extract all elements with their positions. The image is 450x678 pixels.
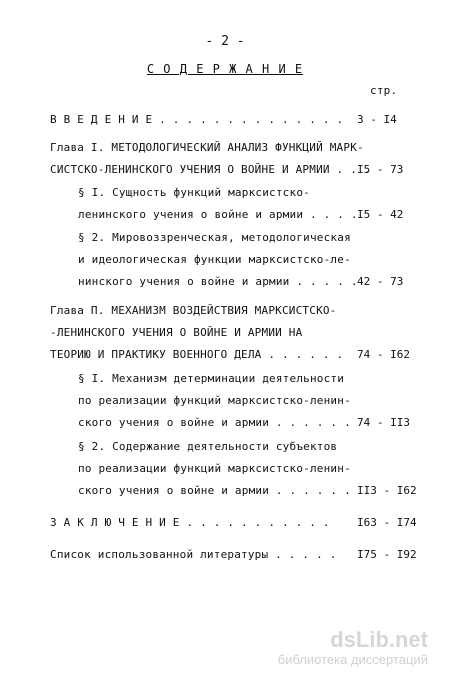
watermark — [278, 628, 428, 668]
toc-entry-conclusion: З А К Л Ю Ч Е Н И Е . . . . . . . . . . . — [50, 516, 330, 529]
page-column-label: стр. — [370, 84, 398, 97]
toc-entry-introduction: В В Е Д Е Н И Е . . . . . . . . . . . . . . — [50, 113, 344, 126]
toc-pages-section-1-2: 42 - 73 — [357, 275, 404, 288]
toc-entry-bibliography: Список использованной литературы . . . . . — [50, 548, 337, 561]
toc-pages-chapter-1: I5 - 73 — [357, 163, 404, 176]
toc-entry-chapter-2-line-1: Глава П. МЕХАНИЗМ ВОЗДЕЙСТВИЯ МАРКСИСТСКО- — [50, 304, 337, 317]
toc-entry-section-1-2-line-2: и идеологическая функции марксистско-ле- — [78, 253, 351, 266]
toc-entry-section-2-2-line-2: по реализации функций марксистско-ленин- — [78, 462, 351, 475]
page-title: С О Д Е Р Ж А Н И Е — [146, 62, 304, 76]
toc-entry-section-2-1-line-2: по реализации функций марксистско-ленин- — [78, 394, 351, 407]
toc-entry-section-2-2-line-3: ского учения о войне и армии . . . . . . — [78, 484, 351, 497]
watermark-logo: dsLib.net — [330, 627, 428, 652]
toc-entry-section-1-2-line-3: нинского учения о войне и армии . . . . . — [78, 275, 358, 288]
toc-entry-chapter-1-line-1: Глава I. МЕТОДОЛОГИЧЕСКИЙ АНАЛИЗ ФУНКЦИЙ МАРК- — [50, 141, 364, 154]
toc-entry-chapter-1-line-2: СИСТСКО-ЛЕНИНСКОГО УЧЕНИЯ О ВОЙНЕ И АРМИИ . . . — [50, 163, 371, 176]
page-number: - 2 - — [205, 34, 245, 49]
toc-pages-section-2-1: 74 - II3 — [357, 416, 410, 429]
toc-pages-bibliography: I75 - I92 — [357, 548, 417, 561]
toc-entry-chapter-2-line-2: -ЛЕНИНСКОГО УЧЕНИЯ О ВОЙНЕ И АРМИИ НА — [50, 326, 303, 339]
toc-entry-section-2-1-line-1: § I. Механизм детерминации деятельности — [78, 372, 345, 385]
toc-entry-section-2-2-line-1: § 2. Содержание деятельности субъектов — [78, 440, 338, 453]
toc-pages-conclusion: I63 - I74 — [357, 516, 417, 529]
toc-entry-chapter-2-line-3: ТЕОРИЮ И ПРАКТИКУ ВОЕННОГО ДЕЛА . . . . . . — [50, 348, 344, 361]
toc-pages-section-2-2: II3 - I62 — [357, 484, 417, 497]
toc-pages-section-1-1: I5 - 42 — [357, 208, 404, 221]
toc-pages-chapter-2: 74 - I62 — [357, 348, 410, 361]
watermark-subtitle: библиотека диссертаций — [277, 652, 428, 667]
toc-entry-section-1-2-line-1: § 2. Мировоззренческая, методологическая — [78, 231, 351, 244]
toc-entry-section-1-1-line-1: § I. Сущность функций марксистско- — [78, 186, 310, 199]
toc-entry-section-1-1-line-2: ленинского учения о войне и армии . . . . — [78, 208, 358, 221]
toc-pages-introduction: 3 - I4 — [357, 113, 397, 126]
toc-entry-section-2-1-line-3: ского учения о войне и армии . . . . . . — [78, 416, 351, 429]
